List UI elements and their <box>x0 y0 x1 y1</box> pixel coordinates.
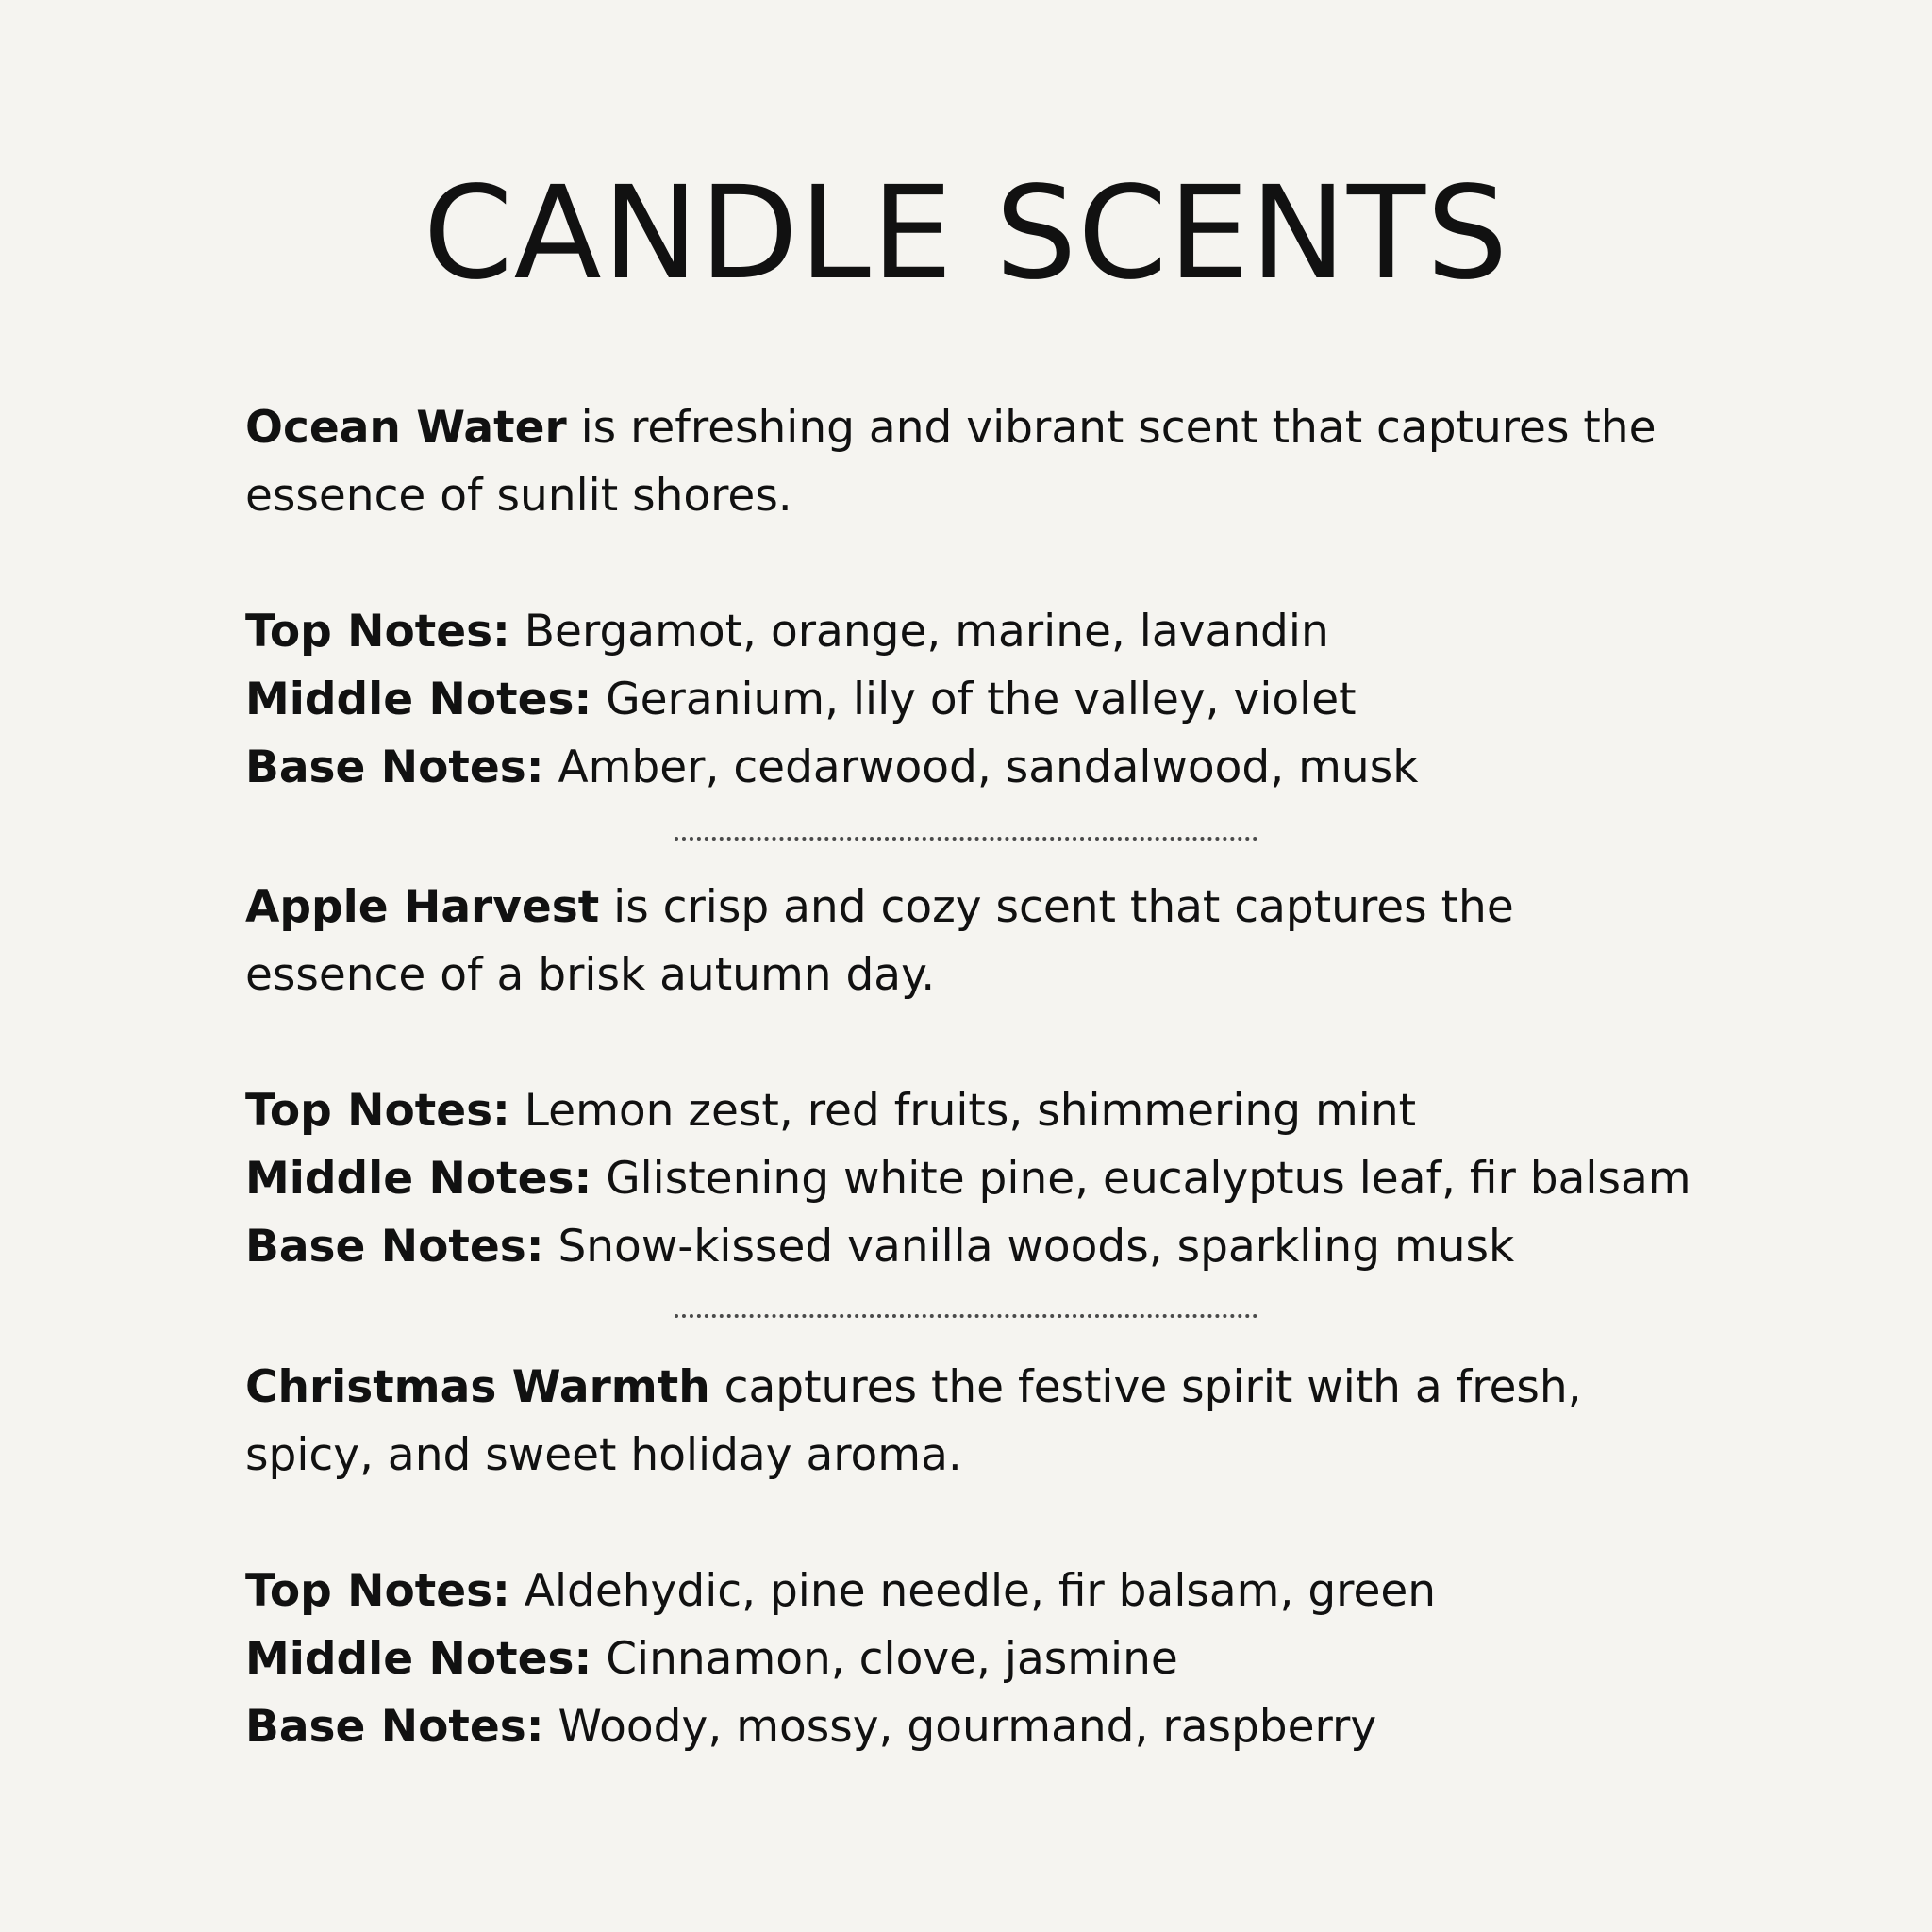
notes-list <box>245 1557 1792 1761</box>
note-value: Geranium, lily of the valley, violet <box>591 674 1357 725</box>
scent-description <box>245 1354 1623 1490</box>
note-label: Base Notes: <box>245 741 544 793</box>
page-title: CANDLE SCENTS <box>423 159 1509 308</box>
note-value: Lemon zest, red fruits, shimmering mint <box>509 1085 1417 1137</box>
notes-list <box>245 1077 1792 1281</box>
note-label: Base Notes: <box>245 1701 544 1753</box>
note-top <box>245 1557 1792 1625</box>
note-label: Middle Notes: <box>245 1633 592 1685</box>
scent-name: Ocean Water <box>245 402 567 454</box>
note-label: Middle Notes: <box>245 674 592 725</box>
note-base <box>245 1213 1792 1281</box>
note-label: Top Notes: <box>245 606 510 658</box>
scent-description <box>245 394 1698 530</box>
dotted-divider <box>675 1314 1257 1318</box>
scent-ocean-water <box>245 394 1792 802</box>
scent-name: Apple Harvest <box>245 881 600 933</box>
note-label: Base Notes: <box>245 1221 544 1273</box>
note-value: Snow-kissed vanilla woods, sparkling musk <box>543 1221 1515 1273</box>
notes-list <box>245 598 1792 802</box>
scent-name: Christmas Warmth <box>245 1361 710 1413</box>
note-value: Bergamot, orange, marine, lavandin <box>509 606 1329 658</box>
note-value: Amber, cedarwood, sandalwood, musk <box>543 741 1419 793</box>
scent-christmas-warmth <box>245 1354 1792 1761</box>
note-value: Cinnamon, clove, jasmine <box>591 1633 1178 1685</box>
note-base <box>245 734 1792 802</box>
note-label: Top Notes: <box>245 1085 510 1137</box>
note-base <box>245 1693 1792 1761</box>
scent-description-text: is crisp and cozy scent that captures the essence of a brisk autumn day. <box>245 881 1514 1001</box>
scent-description-text: is refreshing and vibrant scent that captures the essence of sunlit shores. <box>245 402 1657 522</box>
dotted-divider <box>675 837 1257 841</box>
scent-apple-harvest <box>245 874 1792 1281</box>
note-top <box>245 598 1792 666</box>
note-label: Middle Notes: <box>245 1153 592 1205</box>
note-top <box>245 1077 1792 1145</box>
note-middle <box>245 1625 1792 1693</box>
scent-description-text: captures the festive spirit with a fresh, spicy, and sweet holiday aroma. <box>245 1361 1582 1481</box>
scent-description <box>245 874 1566 1009</box>
note-value: Aldehydic, pine needle, fir balsam, green <box>509 1565 1437 1617</box>
note-middle <box>245 666 1792 734</box>
note-value: Glistening white pine, eucalyptus leaf, fir balsam <box>591 1153 1691 1205</box>
note-middle <box>245 1145 1792 1213</box>
note-label: Top Notes: <box>245 1565 510 1617</box>
note-value: Woody, mossy, gourmand, raspberry <box>543 1701 1377 1753</box>
